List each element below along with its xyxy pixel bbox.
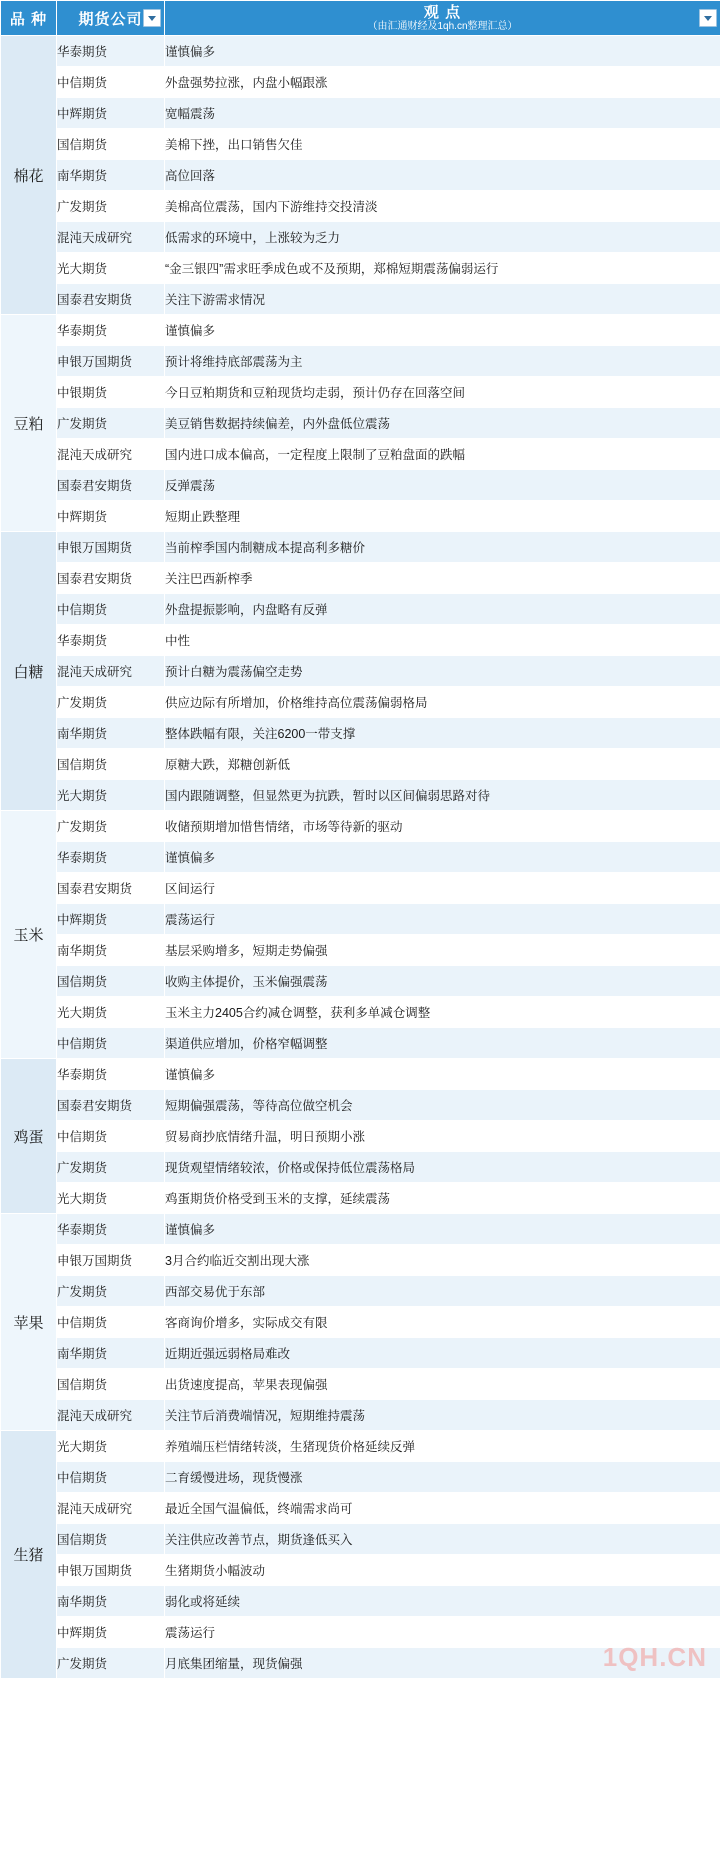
table-row [1, 873, 721, 904]
company-cell: 中辉期货 [57, 501, 165, 532]
view-cell: 养殖端压栏情绪转淡，生猪现货价格延续反弹 [165, 1431, 721, 1462]
company-cell: 光大期货 [57, 1183, 165, 1214]
company-cell: 广发期货 [57, 191, 165, 222]
table-row [1, 67, 721, 98]
view-cell: 收储预期增加惜售情绪，市场等待新的驱动 [165, 811, 721, 842]
view-cell: 短期偏强震荡，等待高位做空机会 [165, 1090, 721, 1121]
view-cell: 鸡蛋期货价格受到玉米的支撑，延续震荡 [165, 1183, 721, 1214]
view-cell: 美棉下挫，出口销售欠佳 [165, 129, 721, 160]
view-cell: 关注供应改善节点，期货逢低买入 [165, 1524, 721, 1555]
view-cell: 外盘提振影响，内盘略有反弹 [165, 594, 721, 625]
view-cell: 谨慎偏多 [165, 1059, 721, 1090]
table-row [1, 1555, 721, 1586]
table-row [1, 1338, 721, 1369]
view-cell: 现货观望情绪较浓，价格或保持低位震荡格局 [165, 1152, 721, 1183]
header-view [165, 1, 721, 36]
company-cell: 华泰期货 [57, 1059, 165, 1090]
table-row [1, 1462, 721, 1493]
view-cell: 外盘强势拉涨，内盘小幅跟涨 [165, 67, 721, 98]
company-cell: 申银万国期货 [57, 532, 165, 563]
view-cell: 谨慎偏多 [165, 1214, 721, 1245]
table-row [1, 625, 721, 656]
view-cell: 当前榨季国内制糖成本提高利多糖价 [165, 532, 721, 563]
table-row [1, 253, 721, 284]
company-cell: 申银万国期货 [57, 1245, 165, 1276]
view-cell: 收购主体提价，玉米偏强震荡 [165, 966, 721, 997]
view-cell: 美豆销售数据持续偏差，内外盘低位震荡 [165, 408, 721, 439]
table-row [1, 408, 721, 439]
table-row [1, 532, 721, 563]
company-cell: 中辉期货 [57, 98, 165, 129]
company-cell: 混沌天成研究 [57, 1400, 165, 1431]
table-row [1, 315, 721, 346]
table-row [1, 1276, 721, 1307]
view-cell: 最近全国气温偏低，终端需求尚可 [165, 1493, 721, 1524]
table-row [1, 1493, 721, 1524]
table-row [1, 997, 721, 1028]
view-cell: 高位回落 [165, 160, 721, 191]
company-cell: 国泰君安期货 [57, 470, 165, 501]
view-cell: 中性 [165, 625, 721, 656]
header-company [57, 1, 165, 36]
table-row [1, 966, 721, 997]
table-row [1, 160, 721, 191]
view-cell: 国内进口成本偏高，一定程度上限制了豆粕盘面的跌幅 [165, 439, 721, 470]
table-row [1, 222, 721, 253]
view-cell: 客商询价增多，实际成交有限 [165, 1307, 721, 1338]
view-cell: 弱化或将延续 [165, 1586, 721, 1617]
company-cell: 广发期货 [57, 687, 165, 718]
company-cell: 国泰君安期货 [57, 873, 165, 904]
table-row [1, 687, 721, 718]
view-cell: 谨慎偏多 [165, 315, 721, 346]
company-cell: 光大期货 [57, 780, 165, 811]
table-row [1, 1028, 721, 1059]
view-cell: 出货速度提高，苹果表现偏强 [165, 1369, 721, 1400]
view-cell: 生猪期货小幅波动 [165, 1555, 721, 1586]
view-cell: 关注节后消费端情况，短期维持震荡 [165, 1400, 721, 1431]
company-cell: 混沌天成研究 [57, 439, 165, 470]
company-cell: 南华期货 [57, 160, 165, 191]
table-row [1, 842, 721, 873]
table-row [1, 1152, 721, 1183]
view-cell: 谨慎偏多 [165, 36, 721, 67]
table-row [1, 563, 721, 594]
variety-cell: 苹果 [1, 1214, 57, 1431]
view-cell: 二育缓慢进场，现货慢涨 [165, 1462, 721, 1493]
company-cell: 广发期货 [57, 408, 165, 439]
variety-cell: 豆粕 [1, 315, 57, 532]
header-view-sublabel: （由汇通财经及1qh.cn整理汇总） [367, 20, 518, 32]
table-row [1, 749, 721, 780]
filter-icon[interactable] [699, 9, 717, 27]
table-body [1, 36, 721, 1679]
table-row [1, 1090, 721, 1121]
company-cell: 国信期货 [57, 1524, 165, 1555]
view-cell: 宽幅震荡 [165, 98, 721, 129]
table-row [1, 1245, 721, 1276]
view-cell: 近期近强远弱格局难改 [165, 1338, 721, 1369]
company-cell: 申银万国期货 [57, 1555, 165, 1586]
table-row [1, 1617, 721, 1648]
view-cell: 美棉高位震荡，国内下游维持交投清淡 [165, 191, 721, 222]
view-cell: 今日豆粕期货和豆粕现货均走弱，预计仍存在回落空间 [165, 377, 721, 408]
view-cell: 预计白糖为震荡偏空走势 [165, 656, 721, 687]
company-cell: 华泰期货 [57, 36, 165, 67]
view-cell: 贸易商抄底情绪升温，明日预期小涨 [165, 1121, 721, 1152]
company-cell: 中信期货 [57, 1121, 165, 1152]
view-cell: 原糖大跌，郑糖创新低 [165, 749, 721, 780]
header-company-label: 期货公司 [78, 10, 143, 28]
table-row [1, 904, 721, 935]
company-cell: 申银万国期货 [57, 346, 165, 377]
company-cell: 广发期货 [57, 1152, 165, 1183]
company-cell: 光大期货 [57, 997, 165, 1028]
view-cell: 渠道供应增加，价格窄幅调整 [165, 1028, 721, 1059]
view-cell: 西部交易优于东部 [165, 1276, 721, 1307]
table-row [1, 1431, 721, 1462]
table-row [1, 1400, 721, 1431]
table-row [1, 811, 721, 842]
company-cell: 南华期货 [57, 935, 165, 966]
view-cell: 谨慎偏多 [165, 842, 721, 873]
view-cell: 区间运行 [165, 873, 721, 904]
table-row [1, 780, 721, 811]
variety-cell: 白糖 [1, 532, 57, 811]
company-cell: 华泰期货 [57, 625, 165, 656]
variety-cell: 鸡蛋 [1, 1059, 57, 1214]
company-cell: 国信期货 [57, 749, 165, 780]
company-cell: 中信期货 [57, 594, 165, 625]
table-row [1, 656, 721, 687]
table-row [1, 1121, 721, 1152]
table-row [1, 439, 721, 470]
view-cell: 预计将维持底部震荡为主 [165, 346, 721, 377]
table-row [1, 284, 721, 315]
view-cell: 月底集团缩量，现货偏强 [165, 1648, 721, 1679]
table-row [1, 470, 721, 501]
header-view-label: 观 点 [423, 3, 462, 21]
table-row [1, 1059, 721, 1090]
table-row [1, 1183, 721, 1214]
company-cell: 光大期货 [57, 253, 165, 284]
company-cell: 广发期货 [57, 1648, 165, 1679]
table-row [1, 1307, 721, 1338]
view-cell: 国内跟随调整，但显然更为抗跌，暂时以区间偏弱思路对待 [165, 780, 721, 811]
company-cell: 中信期货 [57, 67, 165, 98]
view-cell: 短期止跌整理 [165, 501, 721, 532]
table-row [1, 935, 721, 966]
variety-cell: 棉花 [1, 36, 57, 315]
view-cell: “金三银四”需求旺季成色或不及预期，郑棉短期震荡偏弱运行 [165, 253, 721, 284]
table-row [1, 501, 721, 532]
table-row [1, 1586, 721, 1617]
table-header-row [1, 1, 721, 36]
table-row [1, 98, 721, 129]
company-cell: 国信期货 [57, 1369, 165, 1400]
company-cell: 广发期货 [57, 1276, 165, 1307]
company-cell: 南华期货 [57, 1586, 165, 1617]
table-row [1, 191, 721, 222]
table-row [1, 718, 721, 749]
table-row [1, 1214, 721, 1245]
view-cell: 基层采购增多，短期走势偏强 [165, 935, 721, 966]
company-cell: 中辉期货 [57, 904, 165, 935]
view-cell: 低需求的环境中，上涨较为乏力 [165, 222, 721, 253]
company-cell: 南华期货 [57, 1338, 165, 1369]
company-cell: 混沌天成研究 [57, 1493, 165, 1524]
table-row [1, 1648, 721, 1679]
company-cell: 混沌天成研究 [57, 222, 165, 253]
company-cell: 华泰期货 [57, 1214, 165, 1245]
view-cell: 震荡运行 [165, 904, 721, 935]
company-cell: 南华期货 [57, 718, 165, 749]
variety-cell: 生猪 [1, 1431, 57, 1679]
header-variety-label: 品 种 [9, 10, 48, 28]
company-cell: 广发期货 [57, 811, 165, 842]
table-row [1, 1369, 721, 1400]
view-cell: 整体跌幅有限，关注6200一带支撑 [165, 718, 721, 749]
table-row [1, 377, 721, 408]
watermark: 1QH.CN [602, 1642, 707, 1672]
table-row [1, 36, 721, 67]
company-cell: 中信期货 [57, 1307, 165, 1338]
variety-cell: 玉米 [1, 811, 57, 1059]
view-cell: 关注下游需求情况 [165, 284, 721, 315]
company-cell: 中银期货 [57, 377, 165, 408]
table-row [1, 1524, 721, 1555]
company-cell: 混沌天成研究 [57, 656, 165, 687]
view-cell: 玉米主力2405合约减仓调整，获利多单减仓调整 [165, 997, 721, 1028]
company-cell: 华泰期货 [57, 842, 165, 873]
company-cell: 中辉期货 [57, 1617, 165, 1648]
company-cell: 华泰期货 [57, 315, 165, 346]
company-cell: 国信期货 [57, 966, 165, 997]
table-row [1, 129, 721, 160]
company-cell: 国信期货 [57, 129, 165, 160]
header-variety [1, 1, 57, 36]
view-cell: 震荡运行 [165, 1617, 721, 1648]
view-cell: 反弹震荡 [165, 470, 721, 501]
view-cell: 关注巴西新榨季 [165, 563, 721, 594]
view-cell: 3月合约临近交割出现大涨 [165, 1245, 721, 1276]
company-cell: 中信期货 [57, 1462, 165, 1493]
company-cell: 光大期货 [57, 1431, 165, 1462]
view-cell: 供应边际有所增加，价格维持高位震荡偏弱格局 [165, 687, 721, 718]
company-cell: 国泰君安期货 [57, 1090, 165, 1121]
table-row [1, 346, 721, 377]
company-cell: 中信期货 [57, 1028, 165, 1059]
company-cell: 国泰君安期货 [57, 284, 165, 315]
table-row [1, 594, 721, 625]
company-cell: 国泰君安期货 [57, 563, 165, 594]
chevron-down-icon[interactable] [143, 9, 161, 27]
